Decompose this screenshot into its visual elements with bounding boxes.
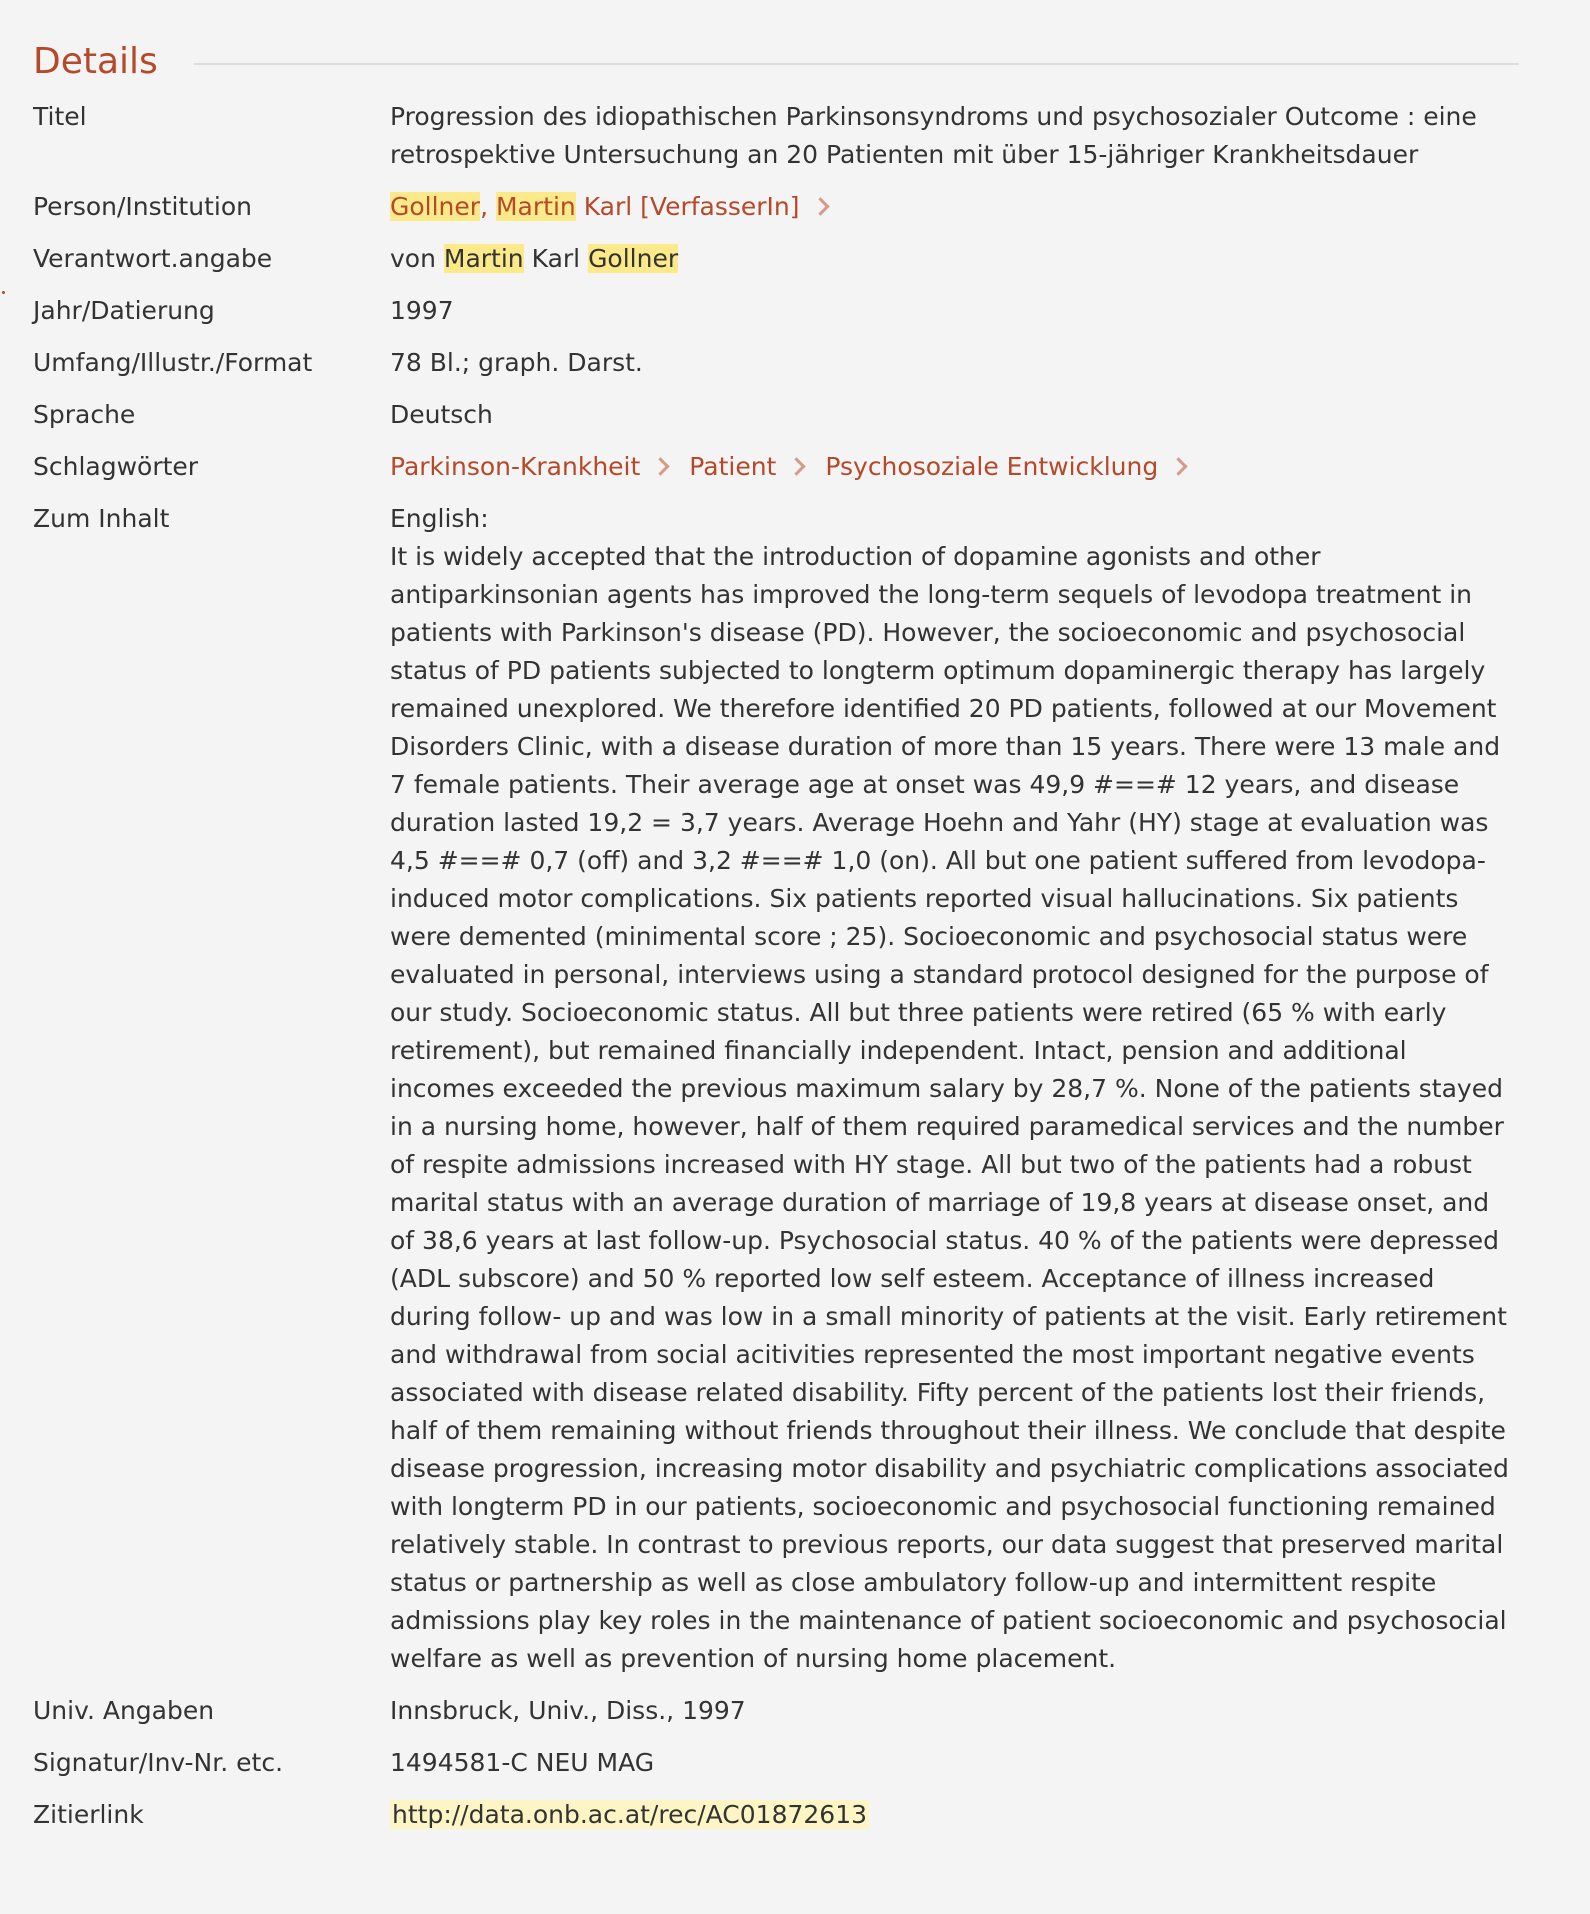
row-jahr [33,292,1519,330]
person-surname: Gollner [390,192,481,221]
verantwort-surname: Gollner [588,244,679,273]
label-inhalt: Zum Inhalt [33,504,170,533]
chevron-right-icon [1170,457,1188,475]
person-rest: Karl [VerfasserIn] [583,192,800,221]
row-univ [33,1692,1519,1730]
label-signatur: Signatur/Inv-Nr. etc. [33,1748,284,1777]
label-sprache: Sprache [33,400,136,429]
subject-link-patient[interactable] [689,452,825,481]
label-umfang: Umfang/Illustr./Format [33,348,313,377]
value-jahr: 1997 [390,296,454,325]
value-inhalt [390,500,1519,1678]
section-heading: Details [33,41,158,82]
row-sprache [33,396,1519,434]
citation-link[interactable]: http://data.onb.ac.at/rec/AC01872613 [392,1800,867,1829]
row-schlagwoerter [33,448,1519,486]
details-header [33,36,1519,88]
subject-link-parkinson[interactable] [390,452,689,481]
verantwort-middle: Karl [531,244,581,273]
label-jahr: Jahr/Datierung [33,296,215,325]
subject-link-psychosoziale[interactable] [825,452,1185,481]
verantwort-given: Martin [443,244,524,273]
chevron-right-icon [788,457,806,475]
label-univ: Univ. Angaben [33,1696,215,1725]
value-schlagwoerter [390,448,1519,486]
person-separator: , [480,192,489,221]
label-person: Person/Institution [33,192,252,221]
value-umfang: 78 Bl.; graph. Darst. [390,348,643,377]
row-titel [33,98,1519,174]
details-section [33,36,1519,1848]
subject-label: Psychosoziale Entwicklung [825,452,1159,481]
value-person [390,188,1519,226]
row-person [33,188,1519,226]
value-verantwort [390,240,1519,278]
row-umfang [33,344,1519,382]
margin-dot [2,291,5,294]
row-signatur [33,1744,1519,1782]
person-given: Martin [495,192,576,221]
value-zitierlink [390,1796,1519,1834]
value-sprache: Deutsch [390,400,493,429]
value-univ: Innsbruck, Univ., Diss., 1997 [390,1696,746,1725]
row-zitierlink [33,1796,1519,1834]
person-link[interactable] [390,192,827,221]
label-verantwort: Verantwort.angabe [33,244,273,273]
value-titel: Progression des idiopathischen Parkinsonsyndroms und psychosozialer Outcome : eine retrospektive Untersuchung an 20 Patienten mit über 15-jähriger Krankheitsdauer [390,102,1477,169]
row-verantwort [33,240,1519,278]
label-titel: Titel [33,102,87,131]
value-signatur: 1494581-C NEU MAG [390,1748,655,1777]
abstract-text: It is widely accepted that the introduction of dopamine agonists and other antiparkinsonian agents has improved the long-term sequels of levodopa treatment in patients with Parkinson's disease (PD). However, the socioeconomic and psychosocial status of PD patients subjected to longterm optimum dopaminergic therapy has largely remained unexplored. We therefore identified 20 PD patients, followed at our Movement Disorders Clinic, with a disease duration of more than 15 years. There were 13 male and 7 female patients. Their average age at onset was 49,9 #==# 12 years, and disease duration lasted 19,2 = 3,7 years. Average Hoehn and Yahr (HY) stage at evaluation was 4,5 #==# 0,7 (off) and 3,2 #==# 1,0 (on). All but one patient suffered from levodopa-induced motor complications. Six patients reported visual hallucinations. Six patients were demented (minimental score ; 25). Socioeconomic and psychosocial status were evaluated in personal, interviews using a standard protocol designed for the purpose of our study. Socioeconomic status. All but three patients were retired (65 % with early retirement), but remained financially independent. Intact, pension and additional incomes exceeded the previous maximum salary by 28,7 %. None of the patients stayed in a nursing home, however, half of them required paramedical services and the number of respite admissions increased with HY stage. All but two of the patients had a robust marital status with an average duration of marriage of 19,8 years at disease onset, and of 38,6 years at last follow-up. Psychosocial status. 40 % of the patients were depressed (ADL subscore) and 50 % reported low self esteem. Acceptance of illness increased during follow- up and was low in a small minority of patients at the visit. Early retirement and withdrawal from social acitivities represented the most important negative events associated with disease related disability. Fifty percent of the patients lost their friends, half of them remaining without friends throughout their illness. We conclude that despite disease progression, increasing motor disability and psychiatric complications associated with longterm PD in our patients, socioeconomic and psychosocial functioning remained relatively stable. In contrast to previous reports, our data suggest that preserved marital status or partnership as well as close ambulatory follow-up and intermittent respite admissions play key roles in the maintenance of patient socioeconomic and psychosocial welfare as well as prevention of nursing home placement. [390,542,1509,1673]
chevron-right-icon [652,457,670,475]
subject-label: Parkinson-Krankheit [390,452,641,481]
heading-divider [194,63,1519,65]
verantwort-prefix: von [390,244,436,273]
subject-label: Patient [689,452,777,481]
label-schlagwoerter: Schlagwörter [33,452,199,481]
label-zitierlink: Zitierlink [33,1800,144,1829]
chevron-right-icon [811,197,829,215]
row-inhalt [33,500,1519,1678]
abstract-intro: English: [390,504,489,533]
